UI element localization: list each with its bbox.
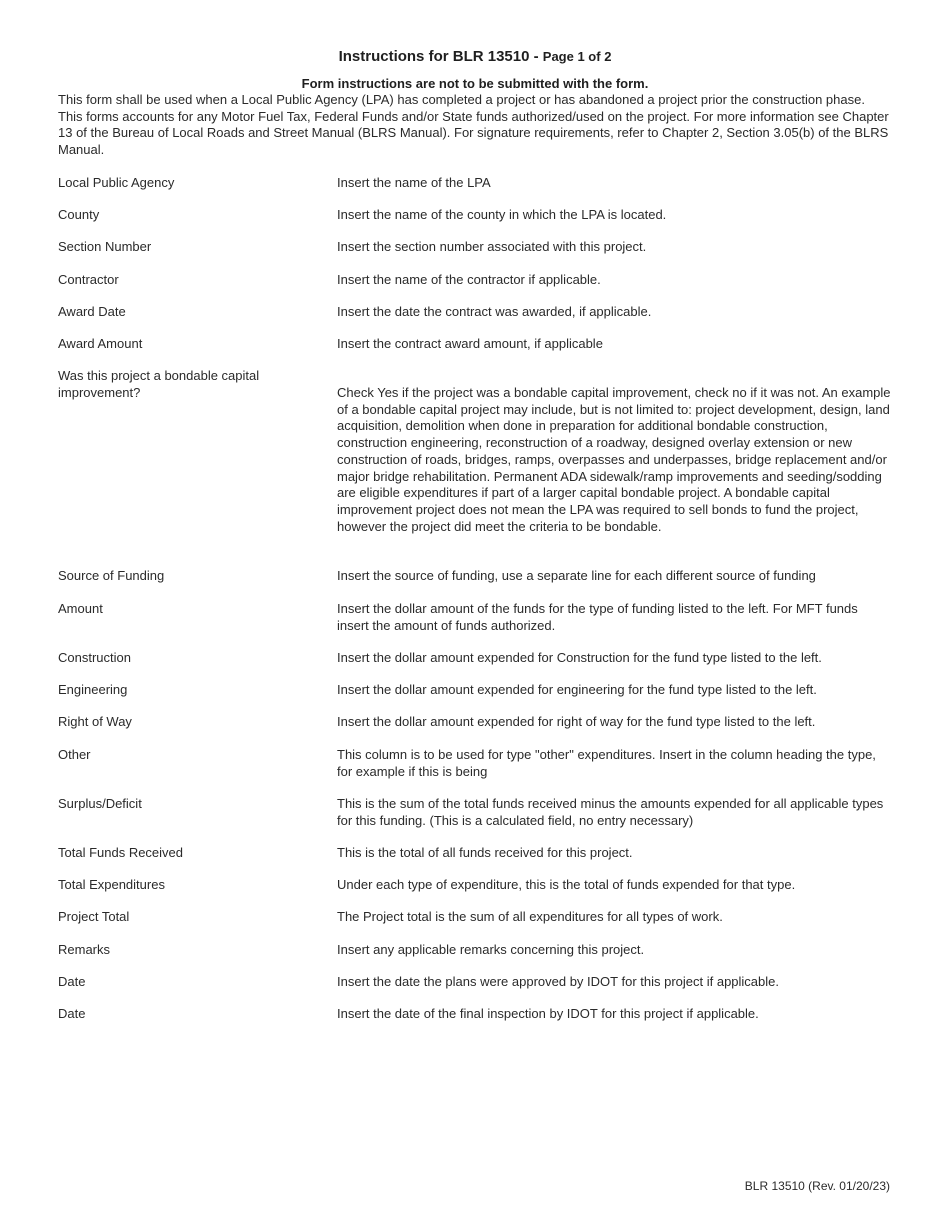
page-title <box>58 48 892 65</box>
field-label: Project Total <box>58 909 130 924</box>
field-description: Insert the date the plans were approved by IDOT for this project if applicable. <box>337 974 779 989</box>
field-label: Remarks <box>58 942 111 957</box>
field-description: Insert the name of the contractor if applicable. <box>337 272 601 287</box>
field-description: Insert any applicable remarks concerning this project. <box>337 942 645 957</box>
field-label: Right of Way <box>58 714 132 729</box>
field-description: The Project total is the sum of all expenditures for all types of work. <box>337 909 723 924</box>
field-label: Total Expenditures <box>58 877 165 892</box>
field-description: This is the total of all funds received for this project. <box>337 845 633 860</box>
field-description: Under each type of expenditure, this is the total of funds expended for that type. <box>337 877 796 892</box>
field-label: Engineering <box>58 682 128 697</box>
field-label: Date <box>58 1006 86 1021</box>
field-label: Total Funds Received <box>58 845 184 860</box>
field-label: Construction <box>58 650 131 665</box>
title-text: Instructions for BLR 13510 - <box>338 48 543 65</box>
field-label: Amount <box>58 601 103 616</box>
field-description: Insert the date the contract was awarded, if applicable. <box>337 304 652 319</box>
field-description: Insert the dollar amount of the funds for the type of funding listed to the left. For MFT funds insert the amount of funds authorized. <box>337 601 858 633</box>
field-description: This column is to be used for type "other" expenditures. Insert in the column heading the type, for example if this is being <box>337 747 876 779</box>
field-description: This is the sum of the total funds received minus the amounts expended for all applicable types for this funding. (This is a calculated field, no entry necessary) <box>337 796 884 828</box>
field-label: Contractor <box>58 272 119 287</box>
field-label: Surplus/Deficit <box>58 796 142 811</box>
field-label: Was this project a bondable capital improvement? <box>58 368 260 400</box>
field-label: Award Date <box>58 304 126 319</box>
field-label: Other <box>58 747 91 762</box>
field-description: Insert the contract award amount, if applicable <box>337 336 603 351</box>
field-description: Insert the dollar amount expended for right of way for the fund type listed to the left. <box>337 714 816 729</box>
field-label: Award Amount <box>58 336 143 351</box>
field-description: Insert the date of the final inspection by IDOT for this project if applicable. <box>337 1006 759 1021</box>
field-label: County <box>58 207 100 222</box>
field-label: Source of Funding <box>58 568 165 583</box>
page-number: Page 1 of 2 <box>542 49 612 64</box>
field-description: Insert the section number associated with this project. <box>337 239 647 254</box>
field-description: Insert the dollar amount expended for engineering for the fund type listed to the left. <box>337 682 817 697</box>
field-description: Check Yes if the project was a bondable capital improvement, check no if it was not. An example of a bondable capital project may include, but is not limited to: project development, design, land acquisition, demolition when done in preparation for additional bondable construction, construction engineering, reconstruction of a roadway, designed overlay extension or new construction of roads, bridges, ramps, overpasses and underpasses, bridge replacement and/or major bridge rehabilitation. Permanent ADA sidewalk/ramp improvements and seeding/sodding are eligible expenditures if part of a larger capital bondable project. A bondable capital improvement project does not mean the LPA was required to sell bonds to fund the project, however the project did meet the criteria to be bondable. <box>337 385 891 534</box>
field-description: Insert the source of funding, use a separate line for each different source of funding <box>337 568 816 583</box>
field-label: Local Public Agency <box>58 175 175 190</box>
field-description: Insert the name of the LPA <box>337 175 491 190</box>
submission-notice: Form instructions are not to be submitted with the form. <box>301 76 649 91</box>
field-label: Date <box>58 974 86 989</box>
field-description: Insert the name of the county in which the LPA is located. <box>337 207 667 222</box>
field-label: Section Number <box>58 239 152 254</box>
intro-paragraph: This form shall be used when a Local Public Agency (LPA) has completed a project or has abandoned a project prior the construction phase. This forms accounts for any Motor Fuel Tax, Federal Funds and/or State funds authorized/used on the project. For more information see Chapter 13 of the Bureau of Local Roads and Street Manual (BLRS Manual). For signature requirements, refer to Chapter 2, Section 3.05(b) of the BLRS Manual. <box>58 92 889 158</box>
field-description: Insert the dollar amount expended for Construction for the fund type listed to the left. <box>337 650 822 665</box>
form-revision-footer: BLR 13510 (Rev. 01/20/23) <box>744 1179 890 1193</box>
